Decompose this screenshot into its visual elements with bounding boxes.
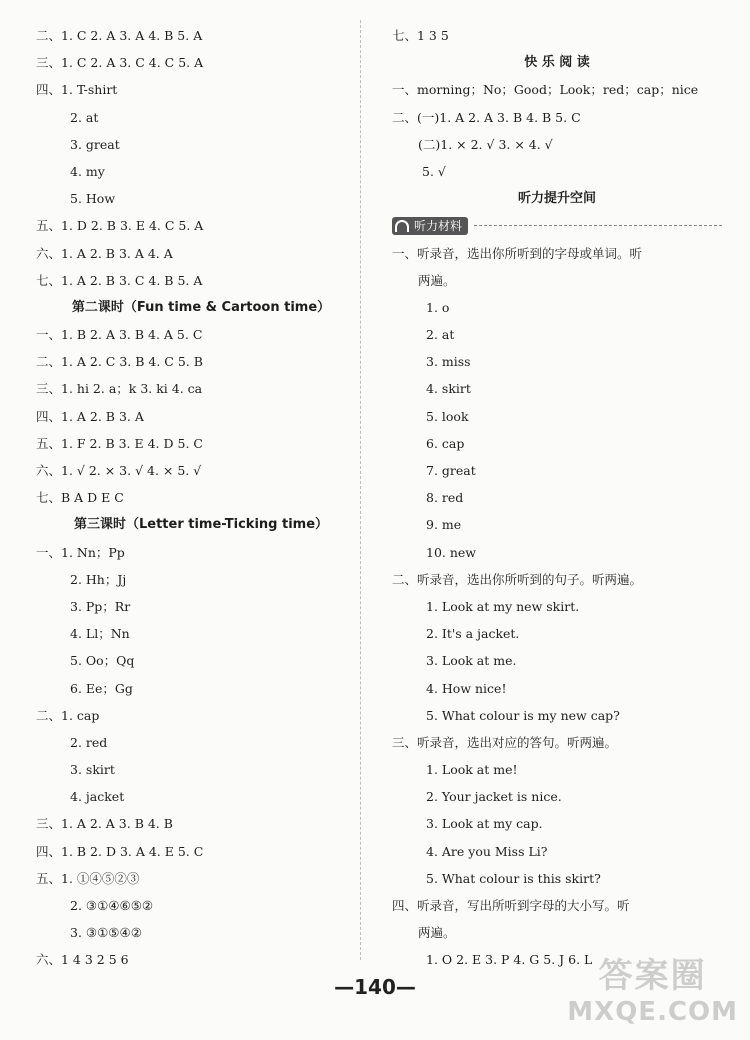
watermark-url: MXQE.COM (567, 997, 738, 1027)
answer-line: 4. Ll；Nn (70, 626, 130, 642)
watermark-logo (567, 948, 738, 1027)
answer-line: 5. How (70, 191, 116, 207)
answer-line: 两遍。 (418, 272, 456, 288)
answer-line: 2. Your jacket is nice. (426, 789, 562, 805)
answer-line: 3. skirt (70, 762, 115, 778)
watermark-text: 答案圈 (598, 956, 707, 996)
answer-line: 3. Look at me. (426, 653, 517, 669)
answer-line: 六、1 4 3 2 5 6 (36, 952, 129, 968)
answer-line: 4. jacket (70, 789, 125, 805)
answer-line: 二、1. A 2. C 3. B 4. C 5. B (36, 354, 203, 370)
answer-line: 五、1. F 2. B 3. E 4. D 5. C (36, 435, 203, 451)
answer-line: 3. miss (426, 354, 471, 370)
answer-line: 2. Hh；Jj (70, 571, 127, 587)
answer-line: 一、morning；No；Good；Look；red；cap；nice (392, 82, 699, 98)
right-answer-column (392, 22, 722, 974)
answer-line: 4. Are you Miss Li? (426, 843, 548, 859)
answer-line: 2. at (426, 327, 455, 343)
answer-line: 1. Look at my new skirt. (426, 598, 580, 614)
answer-line: 2. ③①④⑥⑤② (70, 898, 154, 913)
answer-line: 三、1. hi 2. a；k 3. ki 4. ca (36, 381, 203, 397)
answer-line: 1. o (426, 299, 450, 315)
answer-line: 三、1. C 2. A 3. C 4. C 5. A (36, 55, 204, 71)
headphones-icon (395, 220, 409, 232)
answer-line: 1. Look at me! (426, 762, 518, 778)
answer-line: 3. Look at my cap. (426, 816, 543, 832)
answer-line: (二)1. × 2. √ 3. × 4. √ (418, 136, 553, 152)
answer-line: 二、1. cap (36, 707, 100, 723)
answer-line: 五、1. ①④⑤②③ (36, 870, 140, 886)
answer-line: 5. What colour is this skirt? (426, 870, 601, 886)
listening-material-label (392, 212, 722, 239)
answer-line: 3. Pp；Rr (70, 598, 131, 614)
answer-line: 两遍。 (418, 925, 456, 941)
answer-line: 七、1 3 5 (392, 28, 449, 43)
answer-line: 3. great (70, 136, 120, 152)
answer-line: 6. Ee；Gg (70, 680, 133, 696)
answer-line: 四、1. B 2. D 3. A 4. E 5. C (36, 843, 204, 859)
section-heading: 第三课时（Letter time-Ticking time） (73, 517, 329, 533)
dashed-rule (474, 225, 722, 226)
answer-line: 一、听录音，选出你所听到的字母或单词。听 (392, 245, 643, 261)
answer-line: 二、1. C 2. A 3. A 4. B 5. A (36, 28, 203, 43)
answer-line: 10. new (426, 544, 476, 560)
column-divider (360, 20, 361, 960)
section-heading: 听力提升空间 (517, 191, 596, 207)
answer-line: 2. at (70, 109, 99, 125)
section-heading: 第二课时（Fun time & Cartoon time） (71, 299, 331, 315)
answer-line: 七、1. A 2. B 3. C 4. B 5. A (36, 272, 203, 288)
answer-line: 四、1. T-shirt (36, 82, 118, 98)
answer-line: 4. skirt (426, 381, 471, 397)
section-heading: 快 乐 阅 读 (524, 55, 590, 71)
answer-line: 4. my (70, 163, 105, 179)
answer-line: 2. It's a jacket. (426, 626, 520, 642)
answer-line: 1. O 2. E 3. P 4. G 5. J 6. L (426, 952, 593, 968)
answer-line: 四、1. A 2. B 3. A (36, 408, 144, 424)
answer-line: 一、1. Nn；Pp (36, 544, 125, 560)
answer-line: 2. red (70, 734, 108, 750)
answer-line: 五、1. D 2. B 3. E 4. C 5. A (36, 218, 204, 234)
answer-line: 5. What colour is my new cap? (426, 707, 620, 723)
answer-line: 5. look (426, 408, 469, 424)
left-answer-column (36, 22, 346, 974)
answer-line: 二、(一)1. A 2. A 3. B 4. B 5. C (392, 109, 581, 125)
answer-line: 9. me (426, 517, 462, 533)
answer-line: 5. Oo；Qq (70, 653, 135, 669)
badge-text: 听力材料 (414, 219, 463, 234)
answer-line: 一、1. B 2. A 3. B 4. A 5. C (36, 327, 203, 343)
answer-line: 3. ③①⑤④② (70, 925, 142, 941)
answer-line: 六、1. √ 2. × 3. √ 4. × 5. √ (36, 463, 202, 478)
answer-line: 四、听录音，写出所听到字母的大小写。听 (392, 898, 630, 913)
answer-line: 三、听录音，选出对应的答句。听两遍。 (392, 734, 618, 750)
listening-badge (392, 217, 468, 235)
answer-line: 六、1. A 2. B 3. A 4. A (36, 245, 173, 261)
answer-line: 8. red (426, 490, 464, 506)
answer-line: 三、1. A 2. A 3. B 4. B (36, 816, 173, 832)
answer-line: 7. great (426, 463, 476, 478)
answer-line: 6. cap (426, 435, 465, 451)
answer-line: 二、听录音，选出你所听到的句子。听两遍。 (392, 571, 643, 587)
answer-line: 5. √ (422, 163, 446, 179)
answer-line: 七、B A D E C (36, 490, 124, 506)
answer-line: 4. How nice! (426, 680, 507, 696)
page-number: —140— (334, 975, 416, 999)
